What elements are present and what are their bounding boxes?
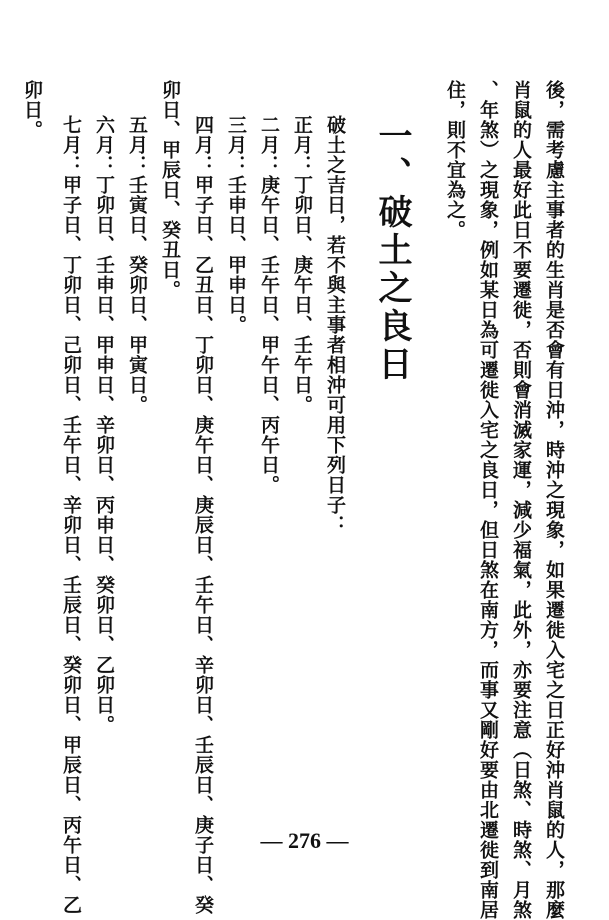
intro-line-1: 後，需考慮主事者的生肖是否會有日沖，時沖之現象，如果遷徙入宅之日正好沖肖鼠的人，那麼 xyxy=(543,80,565,920)
section-heading: 一、破土之良日 xyxy=(372,118,412,384)
page-number: — 276 — xyxy=(260,828,349,853)
month-line-9: 卯日。 xyxy=(21,80,43,140)
intro-line-2: 肖鼠的人最好此日不要遷徙，否則會消滅家運，減少福氣，此外，亦要注意（日煞、時煞、月煞 xyxy=(510,80,532,920)
intro-line-3: 、年煞）之現象，例如某日為可遷徙入宅之良日，但日煞在南方，而事又剛好要由北遷徙到南居 xyxy=(477,80,499,920)
month-line-7: 六月：丁卯日、壬申日、甲申日、辛卯日、丙申日、癸卯日、乙卯日。 xyxy=(93,115,115,735)
month-line-4: 四月：甲子日、乙丑日、丁卯日、庚午日、庚辰日、壬午日、辛卯日、壬辰日、庚子日、癸 xyxy=(192,115,214,915)
month-line-1: 正月：丁卯日、庚午日、壬午日。 xyxy=(291,115,313,415)
section-intro: 破土之吉日，若不與主事者相沖可用下列日子： xyxy=(324,115,346,535)
month-line-5: 卯日、甲辰日、癸丑日。 xyxy=(159,80,181,300)
month-line-3: 三月：壬申日、甲申日。 xyxy=(225,115,247,335)
month-line-2: 二月：庚午日、壬午日、甲午日、丙午日。 xyxy=(258,115,280,495)
month-line-6: 五月：壬寅日、癸卯日、甲寅日。 xyxy=(126,115,148,415)
intro-line-4: 住，則不宜為之。 xyxy=(444,80,466,240)
month-line-8: 七月：甲子日、丁卯日、己卯日、壬午日、辛卯日、壬辰日、癸卯日、甲辰日、丙午日、乙 xyxy=(60,115,82,915)
